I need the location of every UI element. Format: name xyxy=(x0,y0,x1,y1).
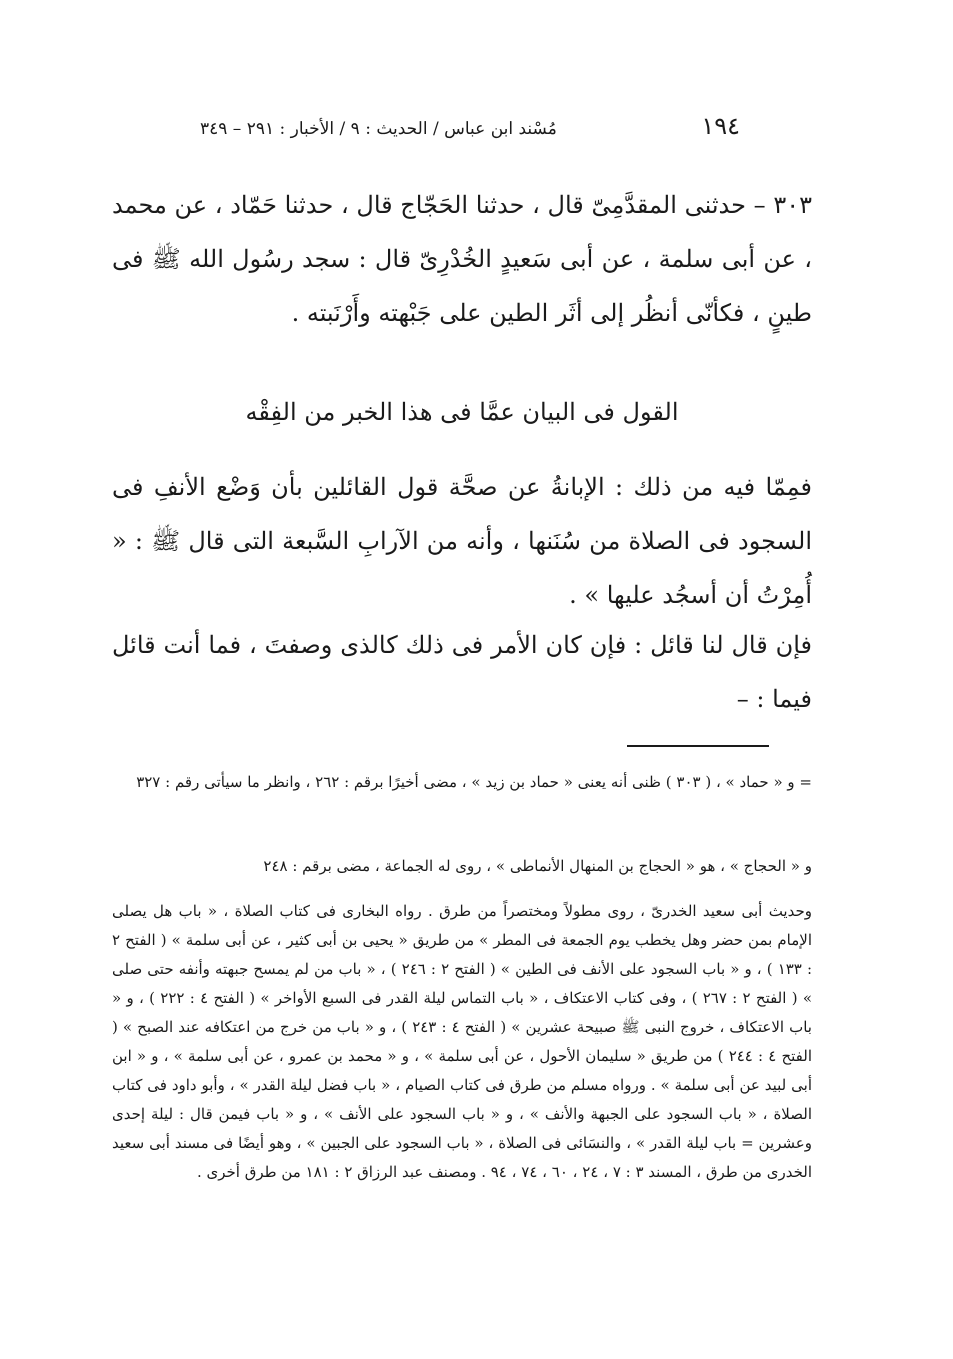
footnote-separator xyxy=(627,745,769,747)
commentary-paragraph-2: فإن قال لنا قائل : فإن كان الأمر فى ذلك كالذى وصفتَ ، فما أنت قائل فيما : – xyxy=(112,631,812,713)
section-heading: القول فى البيان عمَّا فى هذا الخبر من الفِقْه xyxy=(245,398,679,426)
commentary-paragraph-1: فمِمّا فيه من ذلك : الإبانةُ عن صحَّة قول القائلين بأن وَضْع الأنفِ فى السجود فى الصلاة من سُنَنها ، وأنه من الآرابِ السَّبعة التى قال ﷺ : « أُمِرْتُ أن أسجُد عليها » . xyxy=(112,473,813,609)
footnote-hajjaj: و « الحجاج » ، هو « الحجاج بن المنهال الأنماطى » ، روى له الجماعة ، مضى برقم : ٢٤٨ xyxy=(263,857,812,875)
running-header xyxy=(200,112,740,140)
page-number: ١٩٤ xyxy=(701,112,740,140)
running-title: مُسْند ابن عباس / الحديث : ٩ / الأخبار : ٢٩١ – ٣٤٩ xyxy=(200,119,557,139)
footnote-takhrij: وحديث أبى سعيد الخدرىّ ، روى مطولاً ومختصراً من طرق . رواه البخارى فى كتاب الصلاة ، « باب هل يصلى الإمام بمن حضر وهل يخطب يوم الجمعة فى المطر » من طريق « يحيى بن أبى كثير ، عن أبى سلمة » ( الفتح ٢ : ١٣٣ ) ، و « باب السجود على الأنف فى الطين » ( الفتح ٢ : ٢٤٦ ) ، « باب من لم يمسح جبهته وأنفه حتى صلى » ( الفتح ٢ : ٢٦٧ ) ، وفى كتاب الاعتكاف ، « باب التماس ليلة القدر فى السبع الأواخر » ( الفتح ٤ : ٢٢٢ ) ، و « باب الاعتكاف ، خروج النبى ﷺ صبيحة عشرين » ( الفتح ٤ : ٢٤٣ ) ، و « باب من خرج من اعتكافه عند الصبح » ( الفتح ٤ : ٢٤٤ ) من طريق « سليمان الأحول ، عن أبى سلمة » ، و « محمد بن عمرو ، عن أبى سلمة » ، و « ابن أبى لبيد عن أبى سلمة » . ورواه مسلم من طرق فى كتاب الصيام ، « باب فضل ليلة القدر » ، وأبو داود فى كتاب الصلاة ، « باب السجود على الجبهة والأنف » ، و « باب السجود على الأنف » ، و « باب فيمن قال : ليلة إحدى وعشرين = باب ليلة القدر » ، والنسَائى فى الصلاة ، « باب السجود على الجبين » ، وهو أيضًا فى مسند أبى سعيد الخدرى من طرق ، المسند ٣ : ٧ ، ٢٤ ، ٦٠ ، ٧٤ ، ٩٤ . ومصنف عبد الرزاق ٢ : ١٨١ من طرق أخرى . xyxy=(112,902,813,1181)
hadith-303-paragraph: ٣٠٣ – حدثنى المقدَّمِىّ قال ، حدثنا الحَجّاج قال ، حدثنا حَمّاد ، عن محمد ، عن أبى سلمة ، عن أبى سَعيدٍ الخُدْرِىّ قال : سجد رسُول الله ﷺ فى طينٍ ، فكأنّى أنظُر إلى أثَر الطين على جَبْهته وأَرْنَبته . xyxy=(112,191,812,327)
footnote-hammad: = و « حماد » ، ( ٣٠٣ ) ظنى أنه يعنى « حماد بن زيد » ، مضى أخيرًا برقم : ٢٦٢ ، وانظر ما سيأتى رقم : ٣٢٧ xyxy=(136,773,812,791)
